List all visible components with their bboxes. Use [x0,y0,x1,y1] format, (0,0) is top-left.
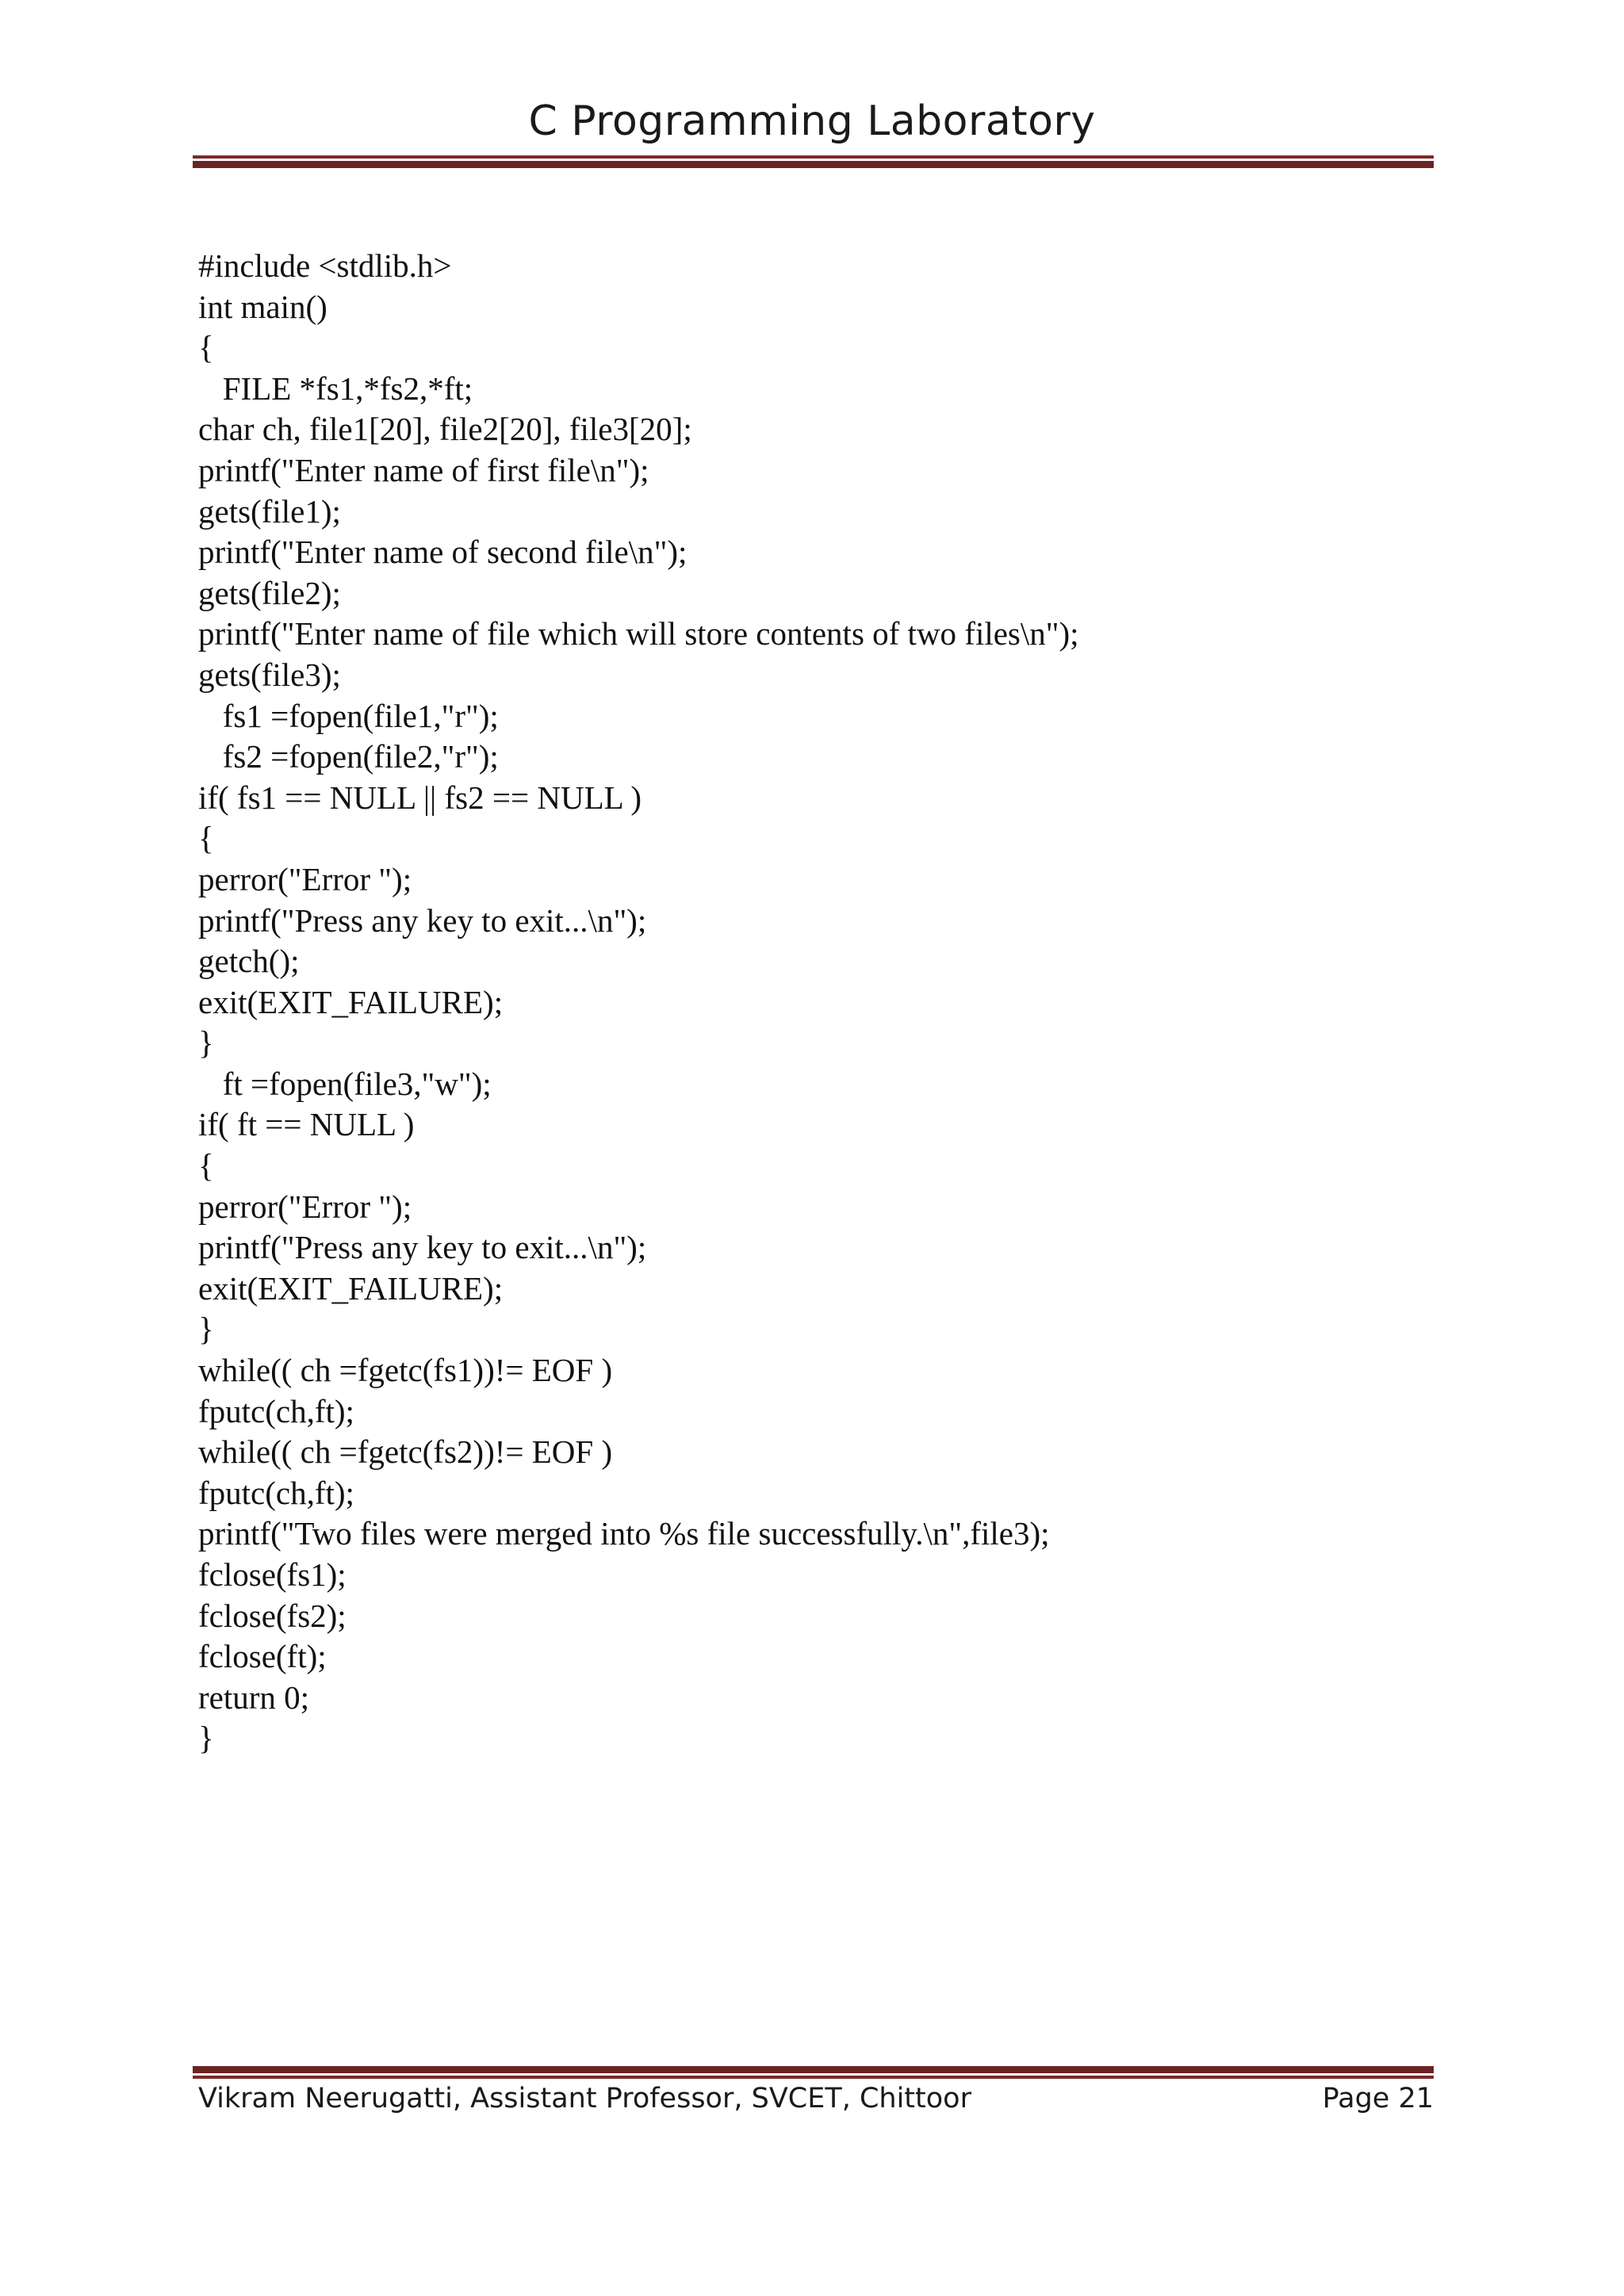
header-rule-thick [193,161,1434,168]
page-title: C Programming Laboratory [528,98,1096,145]
code-line: getch(); [198,943,300,980]
code-line: { [198,1147,214,1184]
code-line: fclose(fs2); [198,1597,347,1634]
code-line: if( fs1 == NULL || fs2 == NULL ) [198,779,642,816]
code-line: ft =fopen(file3,"w"); [198,1065,492,1102]
code-line: fclose(fs1); [198,1556,347,1593]
code-line: printf("Enter name of second file\n"); [198,534,688,571]
code-line: return 0; [198,1678,310,1716]
footer-page-number: Page 21 [1322,2083,1434,2114]
code-line: FILE *fs1,*fs2,*ft; [198,369,473,407]
code-line: { [198,820,214,857]
code-line: } [198,1311,214,1348]
code-listing [198,246,1419,1759]
code-line: gets(file2); [198,574,341,611]
code-line: } [198,1720,214,1757]
code-line: printf("Enter name of file which will store contents of two files\n"); [198,615,1079,652]
code-line: printf("Press any key to exit...\n"); [198,1229,647,1266]
code-line: gets(file1); [198,492,341,530]
footer-rule-thick [193,2066,1434,2073]
code-line: exit(EXIT_FAILURE); [198,1269,504,1307]
code-line: gets(file3); [198,656,341,693]
code-line: printf("Press any key to exit...\n"); [198,901,647,939]
code-line: } [198,1024,214,1062]
footer-author: Vikram Neerugatti, Assistant Professor, SVCET, Chittoor [198,2083,971,2114]
code-line: { [198,329,214,366]
code-line: while(( ch =fgetc(fs1))!= EOF ) [198,1352,613,1389]
header-rule-thin [193,155,1434,159]
code-line: fclose(ft); [198,1638,327,1675]
code-line: printf("Two files were merged into %s file successfully.\n",file3); [198,1515,1050,1552]
code-line: #include <stdlib.h> [198,247,452,284]
code-line: fs1 =fopen(file1,"r"); [198,697,499,734]
code-line: fputc(ch,ft); [198,1392,354,1429]
code-line: if( ft == NULL ) [198,1106,415,1143]
code-line: perror("Error "); [198,860,412,897]
code-line: perror("Error "); [198,1188,412,1225]
code-line: exit(EXIT_FAILURE); [198,983,504,1020]
code-line: int main() [198,288,327,325]
code-line: fs2 =fopen(file2,"r"); [198,738,499,775]
code-line: fputc(ch,ft); [198,1474,354,1511]
code-line: char ch, file1[20], file2[20], file3[20]; [198,411,692,448]
code-line: printf("Enter name of first file\n"); [198,451,649,488]
code-line: while(( ch =fgetc(fs2))!= EOF ) [198,1433,613,1471]
